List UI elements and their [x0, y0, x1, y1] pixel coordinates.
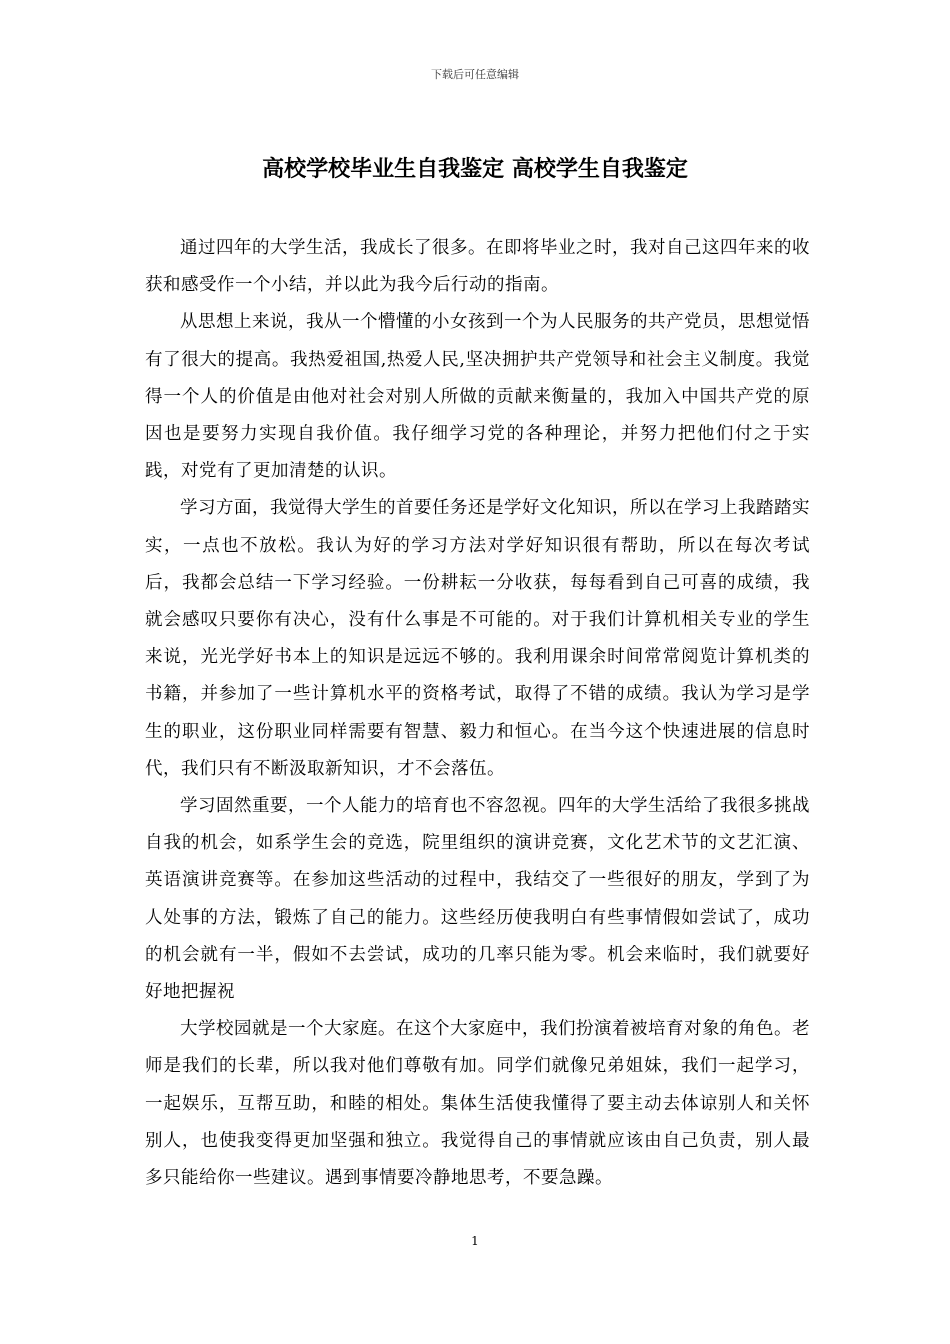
document-body — [145, 230, 810, 1197]
paragraph-study: 学习方面，我觉得大学生的首要任务还是学好文化知识，所以在学习上我踏踏实实，一点也不放松。我认为好的学习方法对学好知识很有帮助，所以在每次考试后，我都会总结一下学习经验。一份耕耘一分收获，每每看到自己可喜的成绩，我就会感叹只要你有决心，没有什么事是不可能的。对于我们计算机相关专业的学生来说，光光学好书本上的知识是远远不够的。我利用课余时间常常阅览计算机类的书籍，并参加了一些计算机水平的资格考试，取得了不错的成绩。我认为学习是学生的职业，这份职业同样需要有智慧、毅力和恒心。在当今这个快速进展的信息时代，我们只有不断汲取新知识，才不会落伍。 — [145, 498, 810, 779]
paragraph-campus-life: 大学校园就是一个大家庭。在这个大家庭中，我们扮演着被培育对象的角色。老师是我们的长辈，所以我对他们尊敬有加。同学们就像兄弟姐妹，我们一起学习，一起娱乐，互帮互助，和睦的相处。集体生活使我懂得了要主动去体谅别人和关怀别人，也使我变得更加坚强和独立。我觉得自己的事情就应该由自己负责，别人最多只能给你一些建议。遇到事情要冷静地思考，不要急躁。 — [145, 1019, 810, 1189]
page-number: 1 — [471, 1234, 479, 1248]
paragraph-ideology: 从思想上来说，我从一个懵懂的小女孩到一个为人民服务的共产党员，思想觉悟有了很大的提高。我热爱祖国,热爱人民,坚决拥护共产党领导和社会主义制度。我觉得一个人的价值是由他对社会对别人所做的贡献来衡量的，我加入中国共产党的原因也是要努力实现自我价值。我仔细学习党的各种理论，并努力把他们付之于实践，对党有了更加清楚的认识。 — [145, 312, 810, 482]
page-header: 下载后可任意编辑 — [431, 68, 519, 81]
paragraph-intro: 通过四年的大学生活，我成长了很多。在即将毕业之时，我对自己这四年来的收获和感受作一个小结，并以此为我今后行动的指南。 — [145, 238, 810, 296]
paragraph-ability: 学习固然重要，一个人能力的培育也不容忽视。四年的大学生活给了我很多挑战自我的机会，如系学生会的竞选，院里组织的演讲竞赛，文化艺术节的文艺汇演、英语演讲竞赛等。在参加这些活动的过程中，我结交了一些很好的朋友，学到了为人处事的方法，锻炼了自己的能力。这些经历使我明白有些事情假如尝试了，成功的机会就有一半，假如不去尝试，成功的几率只能为零。机会来临时，我们就要好好地把握祝 — [145, 796, 810, 1003]
document-title: 高校学校毕业生自我鉴定 高校学生自我鉴定 — [262, 157, 688, 182]
